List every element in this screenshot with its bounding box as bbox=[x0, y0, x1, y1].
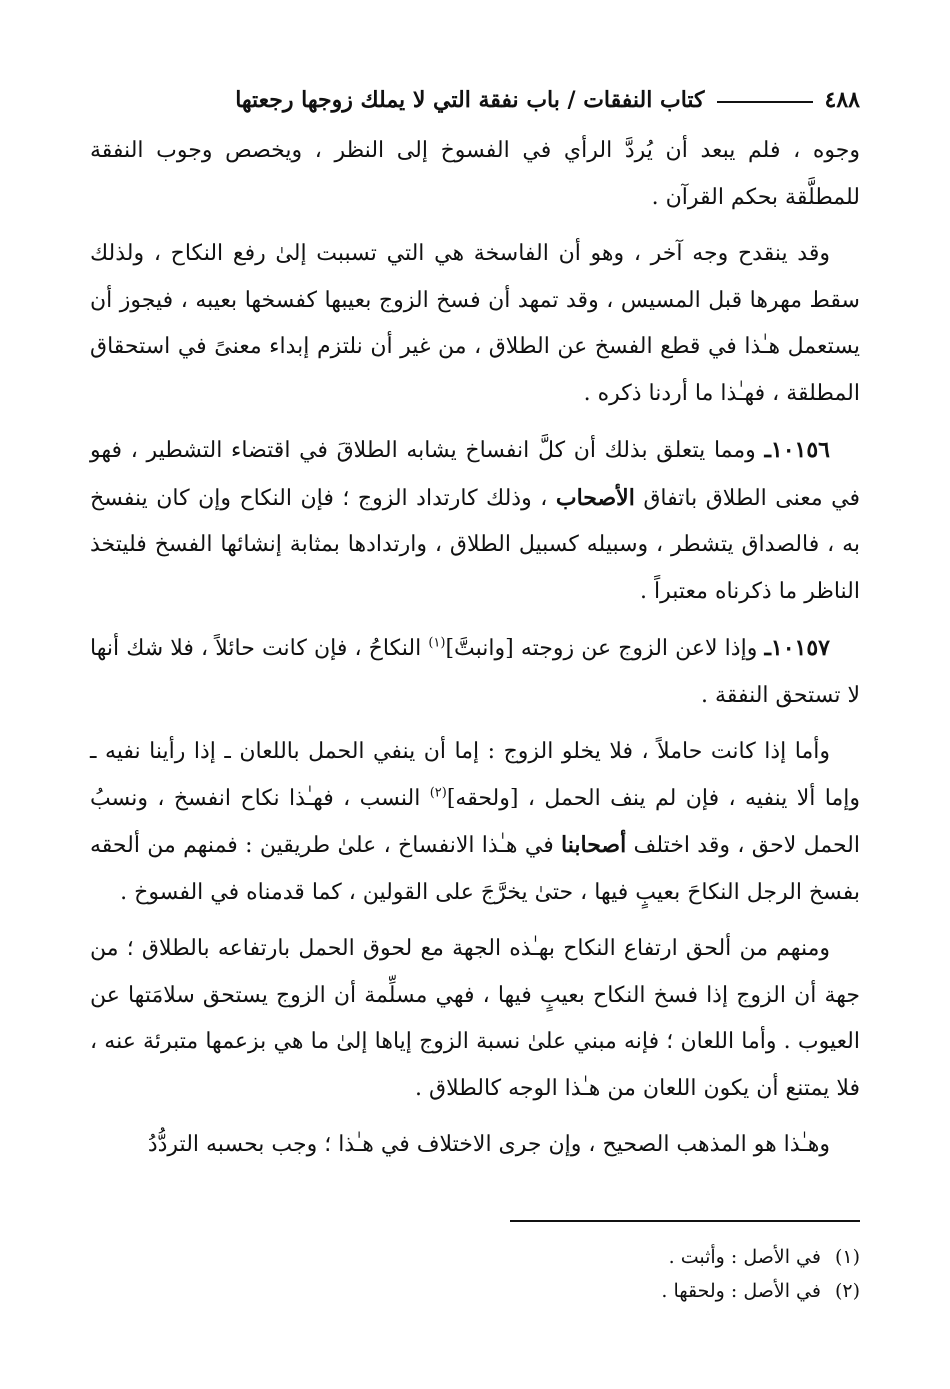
paragraph-text: وهـٰذا هو المذهب الصحيح ، وإن جرى الاختلاف في هـٰذا ؛ وجب بحسبه التردُّدُ bbox=[147, 1132, 830, 1157]
paragraph-10157 bbox=[90, 625, 860, 719]
footnote-mark: (١) bbox=[834, 1246, 860, 1268]
paragraph-6 bbox=[90, 926, 860, 1112]
section-number: ١٠١٥٦ـ bbox=[764, 437, 830, 463]
paragraph-10156 bbox=[90, 427, 860, 615]
paragraph-text: ، وذلك كارتداد الزوج ؛ فإن النكاح وإن كان ينفسخ به ، فالصداق يتشطر ، وسبيله كسبيل الطلاق ، وارتدادها بمثابة إنشائها الفسخ فليتخذ الناظر ما ذكرناه معتبراً . bbox=[90, 485, 860, 604]
paragraph-text: وقد ينقدح وجه آخر ، وهو أن الفاسخة هي التي تسببت إلىٰ رفع النكاح ، ولذلك سقط مهرها قبل المسيس ، وقد تمهد أن فسخ الزوج بعيبها كفسخها بعيبه ، فيجوز أن يستعمل هـٰذا في قطع الفسخ عن الطلاق ، من غير أن نلتزم إبداء معنىً في استحقاق المطلقة ، فهـٰذا ما أردنا ذكره . bbox=[90, 241, 860, 406]
footnote-ref: (١) bbox=[428, 635, 446, 651]
footnote-1 bbox=[661, 1240, 860, 1274]
paragraph-text: وإذا لاعن الزوج عن زوجته [وانبتَّ] bbox=[445, 636, 765, 661]
paragraph-text: وجوه ، فلم يبعد أن يُردَّ الرأي في الفسوخ إلى النظر ، ويخصص وجوب النفقة للمطلَّقة بحكم القرآن . bbox=[90, 138, 861, 210]
footnote-text: في الأصل : وأثبت . bbox=[668, 1246, 821, 1268]
paragraph-text: النسب ، فهـٰذا نكاح انفسخ ، ونسبُ الحمل لاحق ، وقد اختلف bbox=[90, 785, 860, 858]
footnotes bbox=[661, 1240, 860, 1308]
bold-term: أصحابنا bbox=[561, 832, 627, 858]
page-number: ٤٨٨ bbox=[824, 87, 860, 113]
running-header bbox=[90, 78, 860, 122]
footnote-text: في الأصل : ولحقها . bbox=[661, 1280, 821, 1302]
footnote-mark: (٢) bbox=[834, 1280, 860, 1302]
paragraph-2 bbox=[90, 231, 860, 417]
footnote-2 bbox=[661, 1274, 860, 1308]
paragraph-text: وأما إذا كانت حاملاً ، فلا يخلو الزوج : إما أن ينفي الحمل باللعان ـ إذا رأينا نفيه ـ وإما ألا ينفيه ، فإن لم ينف الحمل ، [ولحقه] bbox=[90, 739, 860, 811]
section-number: ١٠١٥٧ـ bbox=[764, 635, 830, 661]
header-title: كتاب النفقات / باب نفقة التي لا يملك زوجها رجعتها bbox=[235, 87, 705, 113]
paragraph-text: النكاحُ ، فإن كانت حائلاً ، فلا شك أنها لا تستحق النفقة . bbox=[90, 636, 860, 708]
footnote-separator bbox=[510, 1220, 860, 1222]
paragraph-1 bbox=[90, 128, 860, 221]
paragraph-text: في هـٰذا الانفساخ ، علىٰ طريقين : فمنهم من ألحقه بفسخ الرجل النكاحَ بعيبٍ فيها ، حتىٰ يخرَّجَ على القولين ، كما قدمناه في الفسوخ . bbox=[90, 833, 860, 905]
bold-term: الأصحاب bbox=[555, 484, 635, 511]
document-page bbox=[90, 78, 860, 1389]
paragraph-5 bbox=[90, 729, 860, 916]
footnote-ref: (٢) bbox=[429, 785, 447, 801]
paragraph-text: ومما يتعلق بذلك أن كلَّ انفساخ يشابه الطلاقَ في اقتضاء التشطير ، فهو في معنى الطلاق باتفاق bbox=[90, 438, 861, 511]
header-rule bbox=[717, 101, 813, 103]
paragraph-7 bbox=[90, 1122, 860, 1169]
paragraph-text: ومنهم من ألحق ارتفاع النكاح بهـٰذه الجهة مع لحوق الحمل بارتفاعه بالطلاق ؛ من جهة أن الزوج إذا فسخ النكاح بعيبٍ فيها ، فهي مسلِّمة أن الزوج يستحق سلامَتها عن العيوب . وأما اللعان ؛ فإنه مبني علىٰ نسبة الزوج إياها إلىٰ ما هي بزعمها متبرئة عنه ، فلا يمتنع أن يكون اللعان من هـٰذا الوجه كالطلاق . bbox=[90, 936, 860, 1101]
body-text bbox=[90, 128, 860, 1169]
